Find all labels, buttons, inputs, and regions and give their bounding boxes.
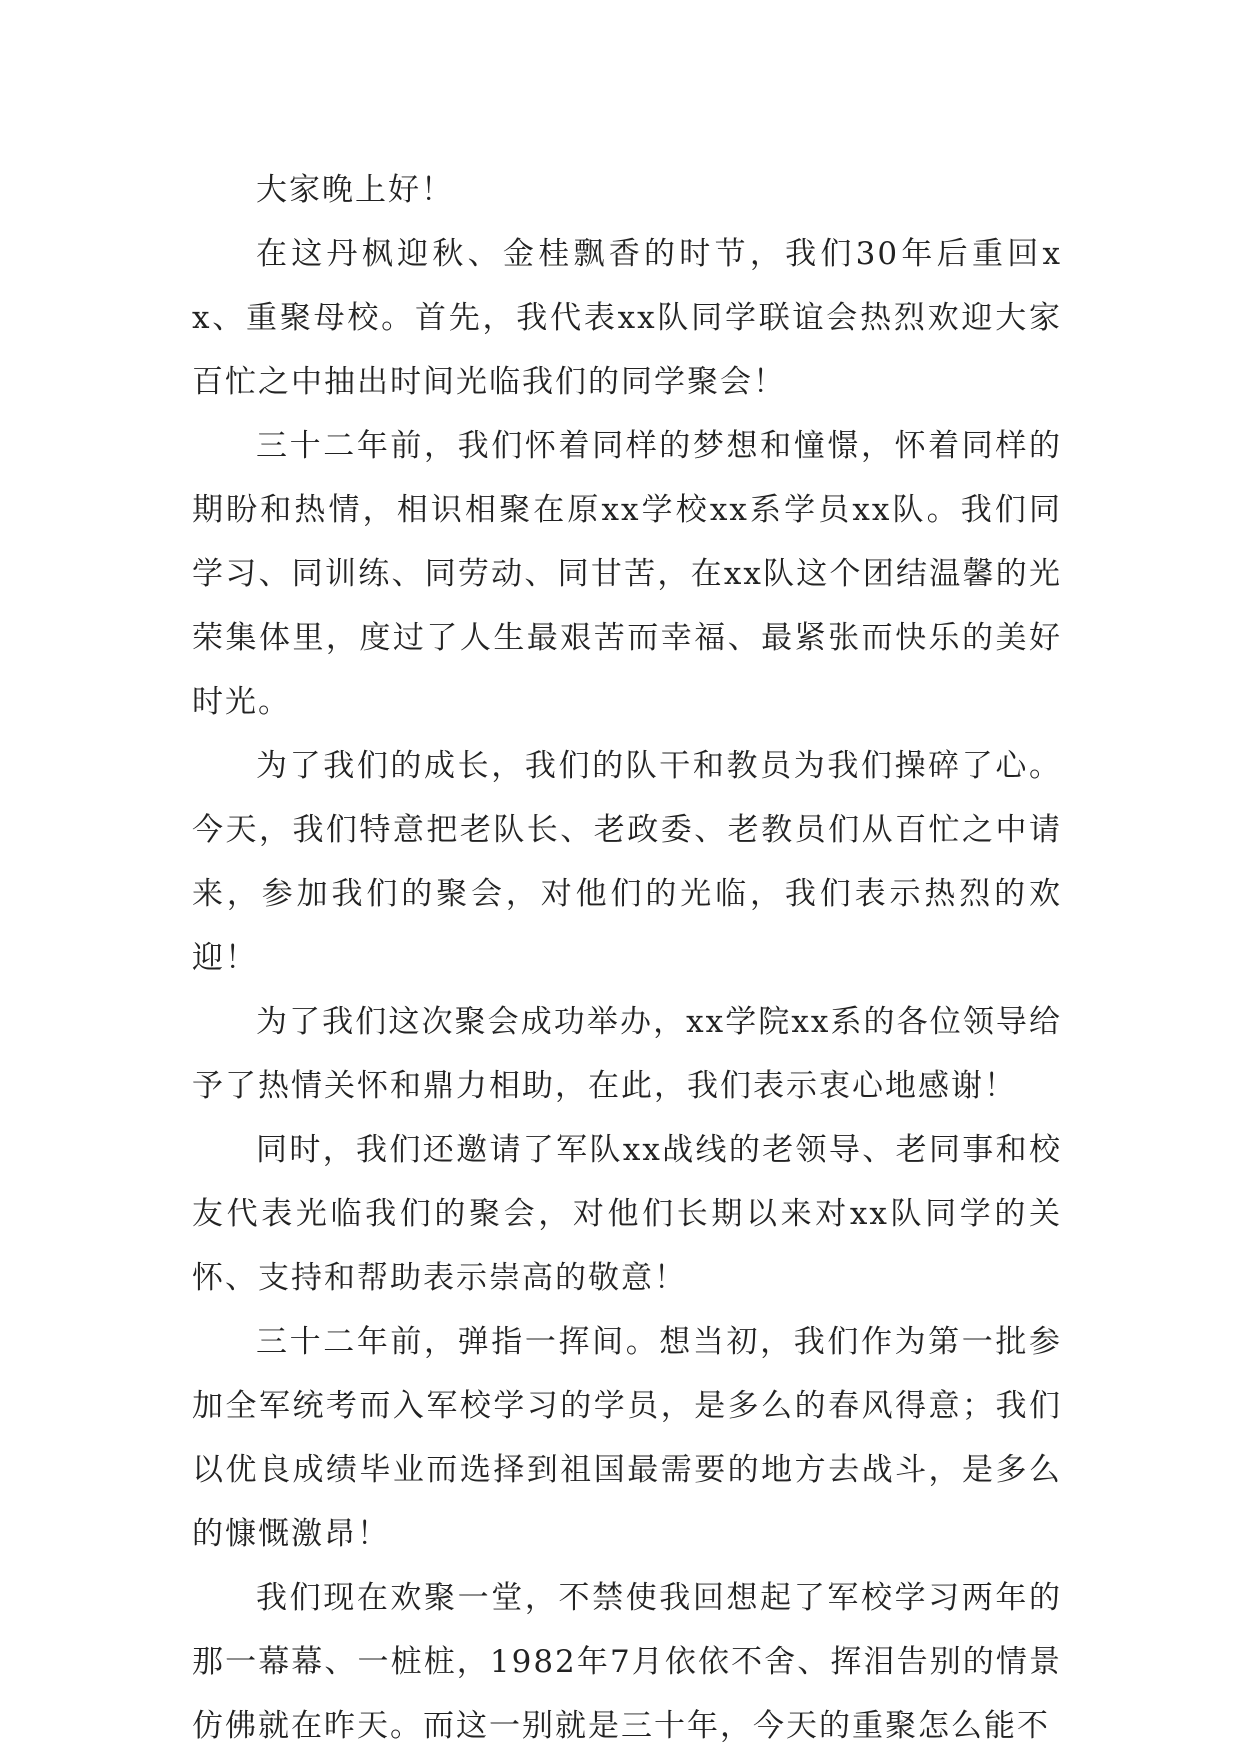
paragraph-past: 三十二年前，弹指一挥间。想当初，我们作为第一批参加全军统考而入军校学习的学员，是多么的春风得意；我们以优良成绩毕业而选择到祖国最需要的地方去战斗，是多么的慷慨激昂！ [192,1324,1062,1552]
speech-text [192,158,1062,1758]
paragraph-greeting: 大家晚上好！ [256,172,454,208]
paragraph-welcome: 在这丹枫迎秋、金桂飘香的时节，我们30年后重回xx、重聚母校。首先，我代表xx队同学联谊会热烈欢迎大家百忙之中抽出时间光临我们的同学聚会！ [192,236,1062,400]
paragraph-reunion: 我们现在欢聚一堂，不禁使我回想起了军校学习两年的那一幕幕、一桩桩，1982年7月依依不舍、挥泪告别的情景仿佛就在昨天。而这一别就是三十年，今天的重聚怎么能不 [192,1580,1062,1744]
paragraph-teachers: 为了我们的成长，我们的队干和教员为我们操碎了心。今天，我们特意把老队长、老政委、老教员们从百忙之中请来，参加我们的聚会，对他们的光临，我们表示热烈的欢迎！ [192,748,1062,976]
paragraph-memories: 三十二年前，我们怀着同样的梦想和憧憬，怀着同样的期盼和热情，相识相聚在原xx学校xx系学员xx队。我们同学习、同训练、同劳动、同甘苦，在xx队这个团结温馨的光荣集体里，度过了人生最艰苦而幸福、最紧张而快乐的美好时光。 [192,428,1062,720]
paragraph-thanks: 为了我们这次聚会成功举办，xx学院xx系的各位领导给予了热情关怀和鼎力相助，在此，我们表示衷心地感谢！ [192,1004,1062,1104]
paragraph-guests: 同时，我们还邀请了军队xx战线的老领导、老同事和校友代表光临我们的聚会，对他们长期以来对xx队同学的关怀、支持和帮助表示崇高的敬意！ [192,1132,1062,1296]
